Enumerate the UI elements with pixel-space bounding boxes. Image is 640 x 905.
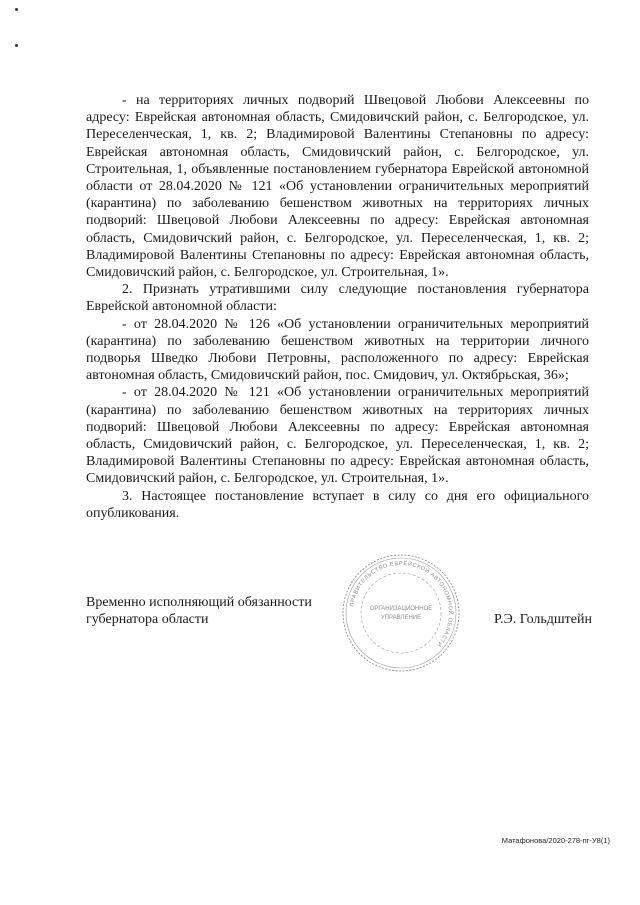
signature-block	[86, 594, 594, 634]
paragraph-decree-121: - от 28.04.2020 № 121 «Об установлении ограничительных мероприятий (карантина) по заболеванию бешенством животных на территориях личных подворий: Швецовой Любови Алексеевны по адресу: Еврейская автономная область, Смидовичский район, с. Белгородское, ул. Переселенческая, 1, кв. 2; Владимировой Валентины Степановны по адресу: Еврейская автономная область, Смидовичский район, с. Белгородское, ул. Строительная, 1».	[86, 385, 589, 487]
paragraph-item-2: 2. Признать утратившими силу следующие постановления губернатора Еврейской автономной области:	[86, 282, 589, 315]
scan-speck	[15, 8, 18, 11]
paragraph-item-3: 3. Настоящее постановление вступает в силу со дня его официального опубликования.	[86, 488, 589, 521]
document-footer-code: Матафонова/2020-278-пг-У8(1)	[501, 836, 610, 845]
signatory-position-line1: Временно исполняющий обязанности	[86, 595, 312, 610]
signatory-position-line2: губернатора области	[86, 612, 209, 627]
stamp-center-line2: УПРАВЛЕНИЕ	[380, 615, 422, 621]
scan-speck	[15, 44, 18, 47]
paragraph-decree-126: - от 28.04.2020 № 126 «Об установлении ограничительных мероприятий (карантина) по заболеванию бешенством животных на территории личного подворья Шведко Любови Петровны, расположенного по адресу: Еврейская автономная область, Смидовичский район, пос. Смидович, ул. Октябрьская, 36»;	[86, 316, 589, 384]
document-body	[86, 92, 589, 522]
signatory-position	[86, 594, 312, 628]
paragraph-quarantine-cancel-addresses: - на территориях личных подворий Швецовой Любови Алексеевны по адресу: Еврейская автономная область, Смидовичский район, с. Белгородское, ул. Переселенческая, 1, кв. 2; Владимировой Валентины Степановны по адресу: Еврейская автономная область, Смидовичский район, с. Белгородское, ул. Строительная, 1, объявленные постановлением губернатора Еврейской автономной области от 28.04.2020 № 121 «Об установлении ограничительных мероприятий (карантина) по заболеванию бешенством животных на территориях личных подворий: Швецовой Любови Алексеевны по адресу: Еврейская автономная область, Смидовичский район, с. Белгородское, ул. Переселенческая, 1, кв. 2; Владимировой Валентины Степановны по адресу: Еврейская автономная область, Смидовичский район, с. Белгородское, ул. Строительная, 1».	[86, 93, 589, 281]
stamp-center-line1: ОРГАНИЗАЦИОННОЕ	[369, 606, 433, 612]
stamp-ring-text: ПРАВИТЕЛЬСТВО ЕВРЕЙСКОЙ АВТОНОМНОЙ ОБЛАСТИ	[349, 560, 454, 648]
signatory-name: Р.Э. Гольдштейн	[493, 612, 592, 627]
